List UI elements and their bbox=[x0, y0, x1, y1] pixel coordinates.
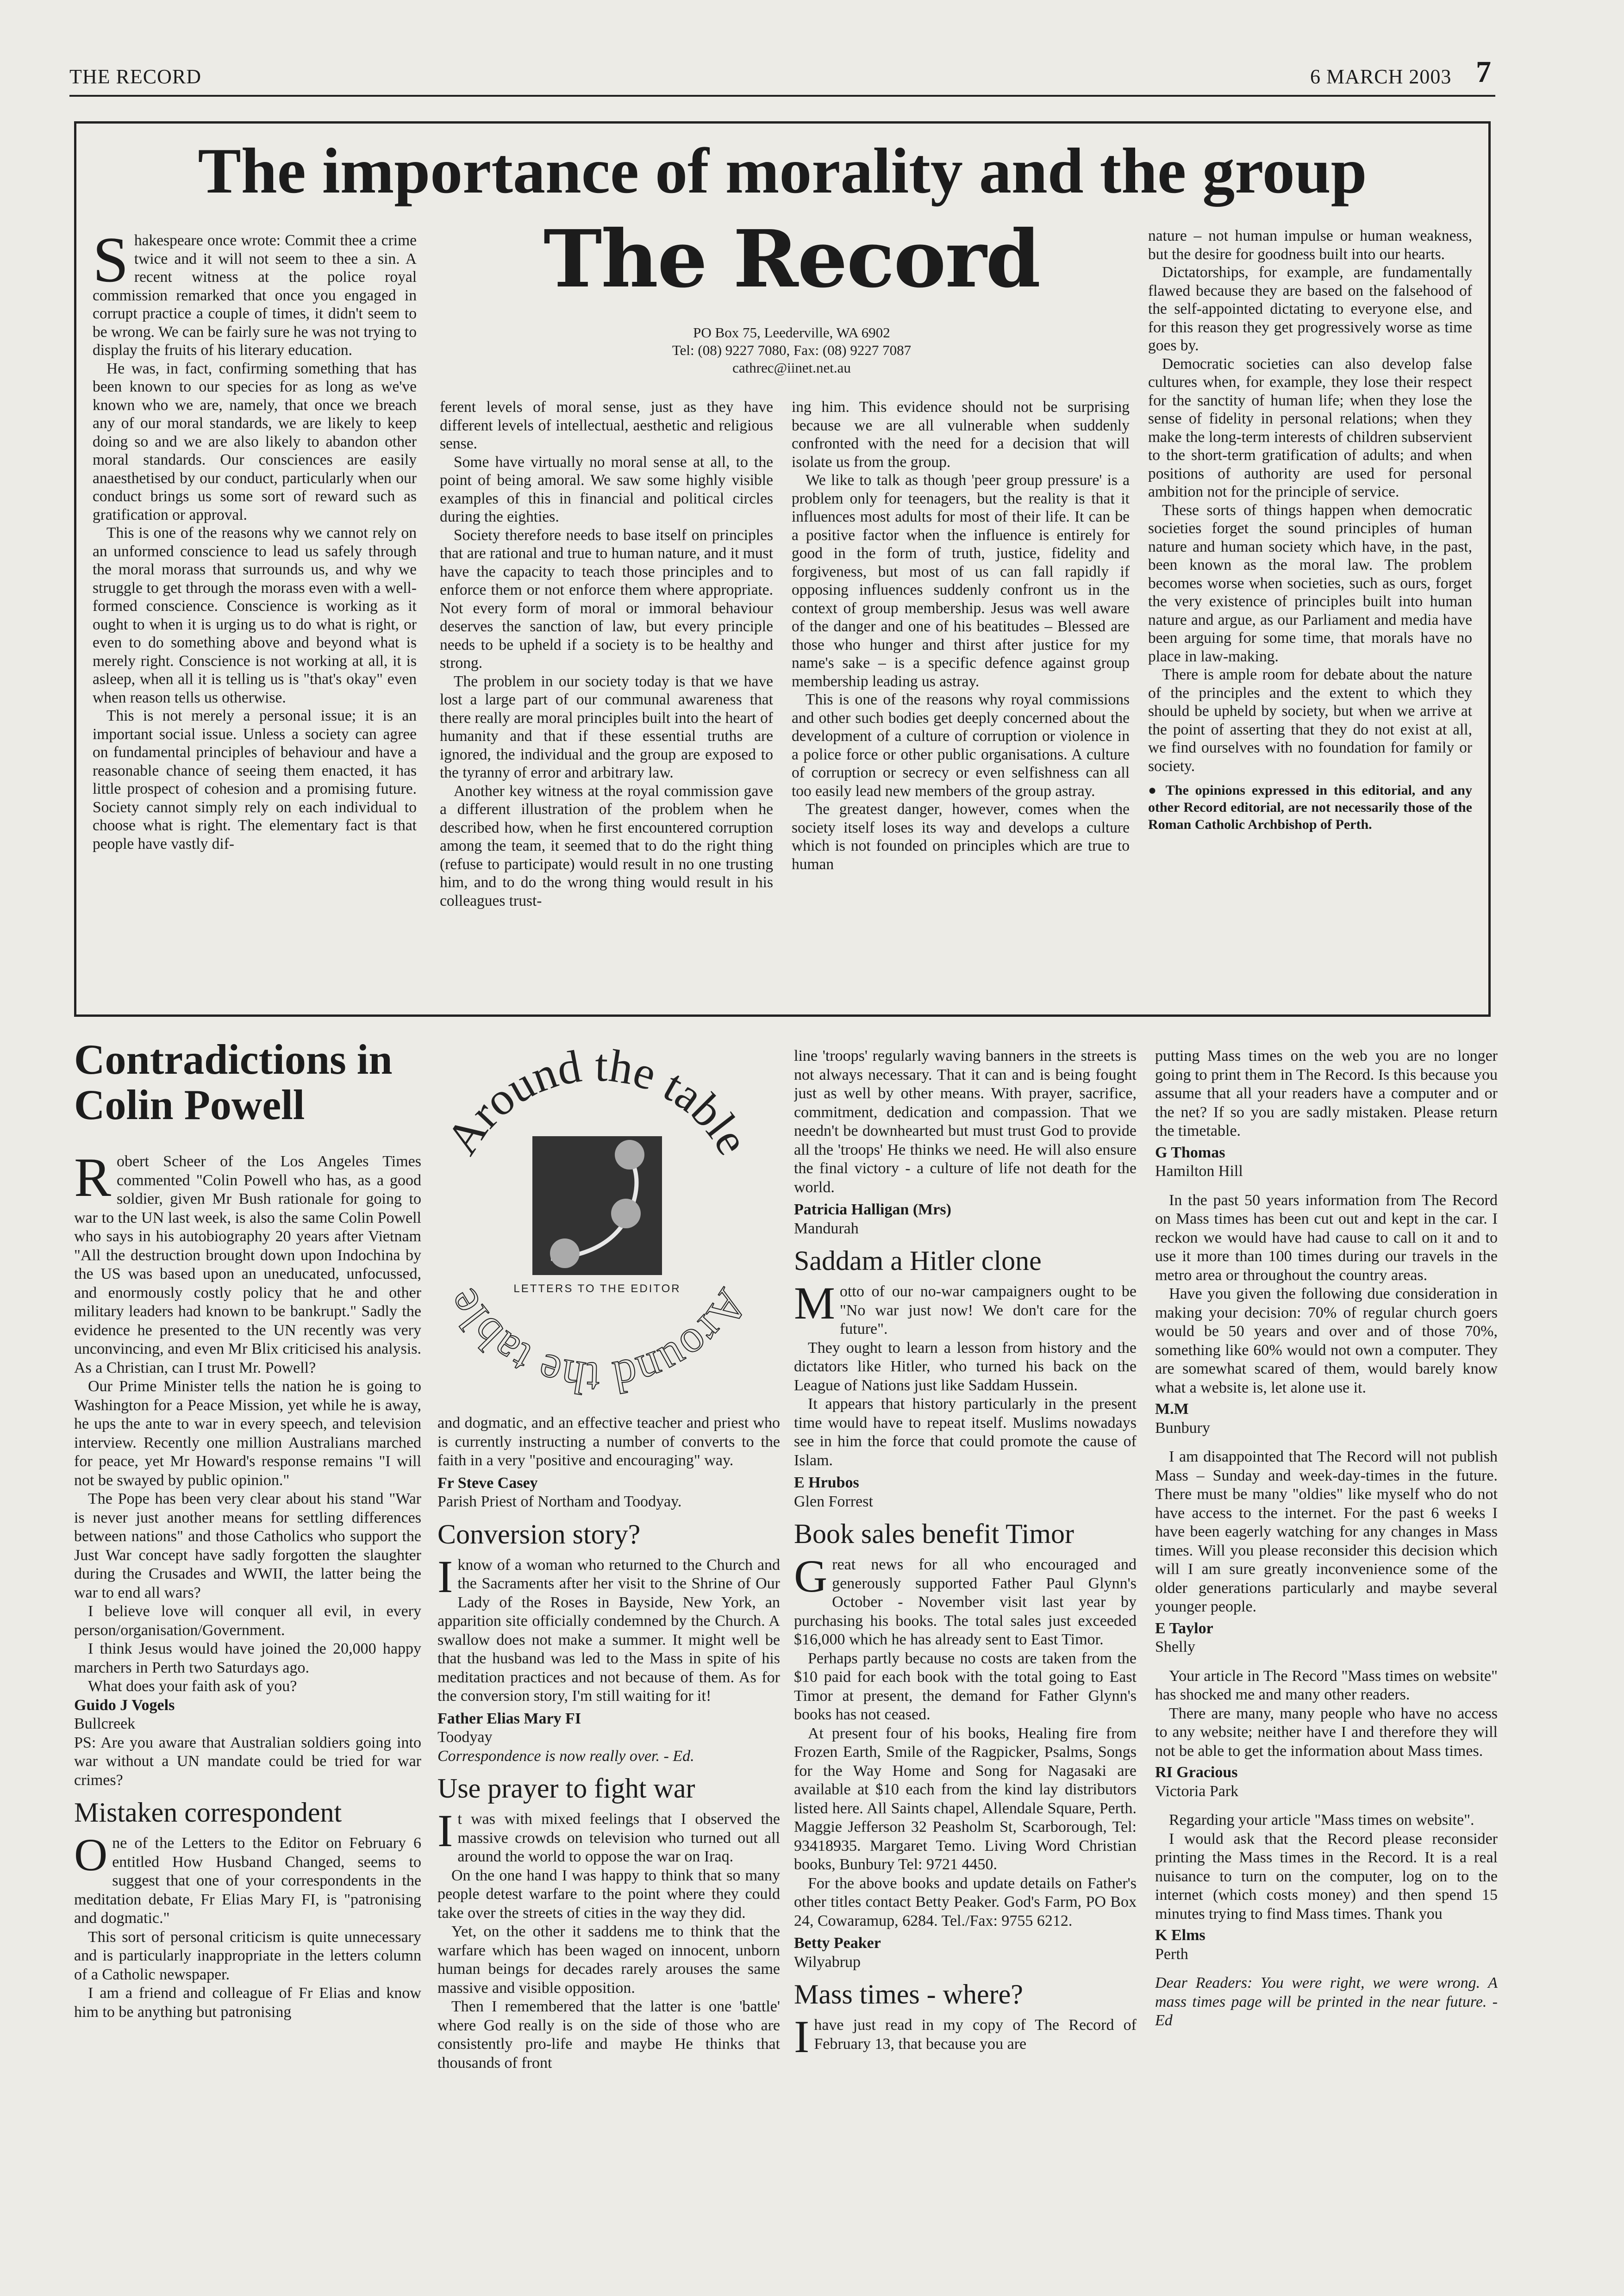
letter-location: Glen Forrest bbox=[794, 1493, 873, 1510]
letter-paragraph: It was with mixed feelings that I observed the massive crowds on television who turned out all around the world to oppose the war on Iraq. bbox=[437, 1805, 780, 1865]
letter-paragraph: I have just read in my copy of The Record of February 13, that because you are bbox=[794, 2011, 1137, 2062]
letter-paragraph: This sort of personal criticism is quite unnecessary and is particularly inappropriate in the letters column of a Catholic newspaper. bbox=[74, 1928, 421, 1983]
letter-paragraph: Have you given the following due consideration in making your decision: 70% of regular church goers would be 50 years and over and of those 70%, something like 60% would not own a computer. They are somewhat scared of them, would barely know what a website is, let alone use it. bbox=[1155, 1285, 1498, 1396]
letters-to-editor-label: LETTERS TO THE EDITOR bbox=[513, 1282, 681, 1295]
letter-signature: G Thomas bbox=[1155, 1144, 1225, 1161]
letter-signature: E Hrubos bbox=[794, 1474, 859, 1491]
letter-headline: Conversion story? bbox=[437, 1518, 641, 1549]
editorial-paragraph: Dictatorships, for example, are fundamentally flawed because they are based on the falsehood of the self-appointed dictating to everyone else, and for this reason they get progressively worse as time goes by. bbox=[1148, 264, 1472, 354]
letter-headline: Mass times - where? bbox=[794, 1979, 1023, 2010]
editorial-column-2 bbox=[440, 398, 773, 1000]
letters-column-2 bbox=[437, 1414, 780, 2201]
letter-paragraph: What does your faith ask of you? bbox=[88, 1678, 297, 1695]
editorial-paragraph: nature – not human impulse or human weakness, but the desire for goodness built into our hearts. bbox=[1148, 227, 1472, 263]
letter-paragraph: I am a friend and colleague of Fr Elias and know him to be anything but patronising bbox=[74, 1985, 421, 2021]
letter-location: Perth bbox=[1155, 1945, 1188, 1963]
letter-paragraph: It appears that history particularly in the present time would have to repeat itself. Muslims nowadays see in him the force that could promote the cause of Islam. bbox=[794, 1395, 1137, 1469]
editorial-paragraph: ferent levels of moral sense, just as they have different levels of intellectual, aesthetic and religious sense. bbox=[440, 398, 773, 452]
editorial-paragraph: This is one of the reasons why royal commissions and other such bodies get deeply concerned about the development of a culture of corruption or violence in a police force or other public organisations. A culture of corruption or secrecy or even selfishness can all too easily lead new members of the group astray. bbox=[792, 691, 1130, 800]
letter-paragraph: They ought to learn a lesson from history and the dictators like Hitler, who turned his back on the League of Nations just like Saddam Hussein. bbox=[794, 1339, 1137, 1394]
letter-signature: Betty Peaker bbox=[794, 1935, 881, 1952]
letters-column-3 bbox=[794, 1047, 1137, 2199]
letter-paragraph: and dogmatic, and an effective teacher and priest who is currently instructing a number of converts to the faith in a very "positive and encouraging" way. bbox=[437, 1414, 780, 1469]
letter-signature: Fr Steve Casey bbox=[437, 1474, 538, 1492]
letter-paragraph: I think Jesus would have joined the 20,000 happy marchers in Perth two Saturdays ago. bbox=[74, 1640, 421, 1676]
letters-column-1-body bbox=[74, 1152, 421, 2198]
letter-signature: M.M bbox=[1155, 1400, 1189, 1418]
editorial-column-3 bbox=[792, 398, 1130, 1000]
letter-location: Wilyabrup bbox=[794, 1953, 861, 1971]
drop-cap: I bbox=[437, 1805, 453, 1856]
letter-headline: Use prayer to fight war bbox=[437, 1773, 695, 1804]
header-rule bbox=[69, 95, 1495, 97]
letter-signature: K Elms bbox=[1155, 1927, 1206, 1944]
letter-paragraph: Your article in The Record "Mass times on website" has shocked me and many other readers. bbox=[1155, 1667, 1498, 1703]
around-the-table-graphic bbox=[412, 1037, 782, 1398]
masthead-logo: The Record bbox=[543, 213, 1040, 305]
editorial-paragraph: There is ample room for debate about the nature of the principles and the extent to which they should be upheld by society, but when we arrive at the point of asserting that they do not exist at all, we find ourselves with no foundation for family or society. bbox=[1148, 666, 1472, 775]
letter-location: Shelly bbox=[1155, 1638, 1195, 1655]
page-number: 7 bbox=[1476, 55, 1492, 89]
address-line: PO Box 75, Leederville, WA 6902 bbox=[693, 324, 890, 341]
drop-cap: O bbox=[74, 1829, 108, 1880]
editorial-paragraph: This is not merely a personal issue; it is an important social issue. Unless a society can agree on fundamental principles of behaviour and have a reasonable chance of seeing them enacted, it has little prospect of cohesion and a promising future. Society cannot simply rely on each individual to choose what is right. The elementary fact is that people have vastly dif- bbox=[93, 707, 417, 852]
letter-paragraph: One of the Letters to the Editor on February 6 entitled How Husband Changed, seems to suggest that one of your correspondents in the meditation debate, Fr Elias Mary FI, is "patronising and dogmatic." bbox=[74, 1829, 421, 1927]
editorial-title: The importance of morality and the group bbox=[198, 135, 1367, 207]
letter-postscript: PS: Are you aware that Australian soldiers going into war without a UN mandate could be tried for war crimes? bbox=[74, 1734, 421, 1789]
letter-signature: Father Elias Mary FI bbox=[437, 1710, 581, 1727]
logo-dot bbox=[550, 1238, 580, 1268]
letter-paragraph: Regarding your article "Mass times on website". bbox=[1169, 1811, 1474, 1829]
editorial-paragraph: We like to talk as though 'peer group pressure' is a problem only for teenagers, but the reality is that it influences most adults for most of their life. It can be a positive factor when the influence is entirely for good in the form of truth, justice, fidelity and forgiveness, but most of us can fall rapidly if opposing influences suddenly confront us in the context of group membership. Jesus was well aware of the danger and one of his beatitudes – Blessed are those who hunger and thirst after justice for my name's sake – is a specific defence against group membership leading us astray. bbox=[792, 472, 1130, 690]
editorial-disclaimer: ● The opinions expressed in this editorial, and any other Record editorial, are not necessarily those of the Roman Catholic Archbishop of Perth. bbox=[1148, 783, 1472, 832]
letter-paragraph: Perhaps partly because no costs are taken from the $10 paid for each book with the total going to East Timor at present, the demand for Father Glynn's books has not ceased. bbox=[794, 1649, 1137, 1723]
letter-paragraph: Motto of our no-war campaigners ought to be "No war just now! We don't care for the future". bbox=[794, 1277, 1137, 1338]
letter-location: Bullcreek bbox=[74, 1715, 136, 1732]
drop-cap: I bbox=[437, 1550, 453, 1602]
logo-dot bbox=[611, 1199, 641, 1228]
letter-paragraph: Our Prime Minister tells the nation he is going to Washington for a Peace Mission, yet while he is away, he ups the ante to war in every speech, and television interview. Recently one million Australians marched for peace, yet Mr Howard's response remains "I will not be swayed by public opinion." bbox=[74, 1378, 421, 1489]
letter-paragraph: Robert Scheer of the Los Angeles Times commented "Colin Powell who has, as a good soldier, given Mr Bush rationale for going to war to the UN last week, is also the same Colin Powell who says in his autobiography 20 years after Vietnam "All the destruction brought down upon Indochina by the US was based upon an uneducated, unfocussed, and enormously costly policy that he and other military leaders had known to be bankrupt." Sadly the evidence he presented to the UN recently was very unconvincing, and even Mr Blix criticised his analysis. As a Christian, can I trust Mr. Powell? bbox=[74, 1152, 421, 1376]
drop-cap: G bbox=[794, 1550, 828, 1602]
logo-dot bbox=[615, 1140, 644, 1170]
letter-paragraph: The Pope has been very clear about his stand "War is never just another means for settling differences between nations" and those Catholics who support the Just War concept have sadly forgotten the slaughter during the Crusades and WWII, the latter being the war to end all wars? bbox=[74, 1490, 421, 1601]
letter-signature: Guido J Vogels bbox=[74, 1696, 175, 1714]
editorial-paragraph: Some have virtually no moral sense at all, to the point of being amoral. We saw some highly visible examples of this in financial and political circles during the eighties. bbox=[440, 453, 773, 525]
letter-headline: Contradictions in Colin Powell bbox=[74, 1036, 393, 1128]
email-link[interactable]: cathrec@iinet.net.au bbox=[732, 360, 851, 376]
letter-location: Victoria Park bbox=[1155, 1782, 1239, 1800]
address-line: Tel: (08) 9227 7080, Fax: (08) 9227 7087 bbox=[672, 342, 912, 358]
editorial-paragraph: The greatest danger, however, comes when the society itself loses its way and develops a culture which is not founded on principles which are true to human bbox=[792, 801, 1130, 873]
editorial-column-1 bbox=[93, 231, 417, 1000]
letter-paragraph: I know of a woman who returned to the Church and the Sacraments after her visit to the Shrine of Our Lady of the Roses in Bayside, New York, an apparition site officially condemned by the Church. A swallow does not make a summer. It might well be that the husband was led to the Mass in spite of his meditation practices and not because of them. As for the conversion story, I'm still waiting for it! bbox=[437, 1550, 780, 1705]
letter-location: Bunbury bbox=[1155, 1419, 1210, 1437]
drop-cap: S bbox=[93, 231, 129, 296]
running-header-paper: THE RECORD bbox=[69, 65, 201, 88]
editorial-paragraph: These sorts of things happen when democratic societies forget the sound principles of human nature and human society which have, in the past, been known as the moral law. The problem becomes worse when societies, such as ours, forget the very existence of principles built into human nature and argue, as our Parliament and media have been arguing for some time, that morals have no place in law-making. bbox=[1148, 501, 1472, 665]
letter-paragraph: On the one hand I was happy to think that so many people detest warfare to the point where they could take over the streets of cities in the way they did. bbox=[437, 1867, 780, 1922]
editorial-paragraph: This is one of the reasons why we cannot rely on an unformed conscience to lead us safely through the moral morass that surrounds us, and why we struggle to get through the morass even with a well-formed conscience. Conscience is working as it ought to when it is urging us to do what is right, or even to do something above and beyond what is merely right. Conscience is not working at all, it is asleep, when all it is telling us is "that's okay" even when reason tells us otherwise. bbox=[93, 524, 417, 706]
drop-cap: R bbox=[74, 1152, 112, 1208]
letter-paragraph: Yet, on the other it saddens me to think that the warfare which has been waged on innocent, unborn human beings for decades rarely arouses the same massive and visible opposition. bbox=[437, 1923, 780, 1997]
letter-location: Hamilton Hill bbox=[1155, 1163, 1243, 1180]
letter-paragraph: I would ask that the Record please reconsider printing the Mass times in the Record. It is a real nuisance to turn on the computer, log on to the internet (which costs money) and then spend 15 minutes trying to find Mass times. Thank you bbox=[1155, 1830, 1498, 1923]
letter-location: Parish Priest of Northam and Toodyay. bbox=[437, 1493, 682, 1510]
letters-column-1 bbox=[74, 1037, 426, 1127]
editorial-paragraph: Democratic societies can also develop false cultures when, for example, they lose their respect for the sanctity of human life; when they lose the sense of fidelity in personal relations; when they make the long-term interests of children subservient to the short-term gratification of adults; and when positions of authority are used for personal ambition not for the principle of service. bbox=[1148, 355, 1472, 500]
editorial-paragraph: Another key witness at the royal commission gave a different illustration of the problem when he described how, when he first encountered corruption among the team, it seemed that to do the right thing (refuse to participate) would result in no one trusting him, and to do the wrong thing would result in his colleagues trust- bbox=[440, 782, 773, 909]
editorial-paragraph: ing him. This evidence should not be surprising because we are all vulnerable when suddenly confronted with the need for a decision that will isolate us from the group. bbox=[792, 398, 1130, 471]
letter-paragraph: I believe love will conquer all evil, in every person/organisation/Government. bbox=[74, 1603, 421, 1639]
letter-location: Toodyay bbox=[437, 1729, 493, 1746]
letter-paragraph: At present four of his books, Healing fire from Frozen Earth, Smile of the Ragpicker, Psalms, Songs for the Way Home and Song for Nagasaki are available at $10 each from the kind lay distributors listed here. All Saints chapel, Allendale Square, Perth. Maggie Jefferson 32 Peasholm St, Scarborough, Tel: 93418935. Margaret Temo. Living Word Christian books, Bunbury Tel: 9721 4450. bbox=[794, 1724, 1137, 1873]
letter-headline: Mistaken correspondent bbox=[74, 1797, 342, 1828]
letter-headline: Book sales benefit Timor bbox=[794, 1518, 1074, 1549]
editor-note: Correspondence is now really over. - Ed. bbox=[437, 1747, 694, 1765]
letter-headline: Saddam a Hitler clone bbox=[794, 1245, 1042, 1276]
letter-paragraph: For the above books and update details on Father's other titles contact Betty Peaker. God's Farm, PO Box 24, Cowaramup, 6284. Tel./Fax: 9755 6212. bbox=[794, 1874, 1137, 1929]
letter-signature: Patricia Halligan (Mrs) bbox=[794, 1201, 951, 1218]
letter-paragraph: putting Mass times on the web you are no longer going to print them in The Record. Is this because you assume that all your readers have a computer and or the net? If so you are sadly mistaken. Please return the timetable. bbox=[1155, 1047, 1498, 1139]
drop-cap: I bbox=[794, 2011, 810, 2062]
letters-column-4 bbox=[1155, 1047, 1498, 2199]
editorial-paragraph: He was, in fact, confirming something that has been known to our species for as long as we've known who we are, namely, that once we breach any of our moral standards, we are likely to keep doing so and we are also likely to abandon other moral standards. Our consciences are easily anaesthetised by our conduct, particularly when our conduct brings us some sort of reward such as gratification or approval. bbox=[93, 360, 417, 523]
letter-signature: E Taylor bbox=[1155, 1619, 1213, 1637]
letter-paragraph: Great news for all who encouraged and generously supported Father Paul Glynn's October - November visit last year by purchasing his books. The total sales just exceeded $16,000 which he has already sent to East Timor. bbox=[794, 1550, 1137, 1648]
letter-paragraph: line 'troops' regularly waving banners in the streets is not always necessary. That it can and is being fought just as well by other means. With prayer, sacrifice, commitment, dedication and compassion. That we needn't be downhearted but must trust God to provide all the 'troops' He thinks we need. He will also ensure the final victory - a culture of life not death for the world. bbox=[794, 1047, 1137, 1196]
editorial-paragraph: Society therefore needs to base itself on principles that are rational and true to human nature, and it must have the capacity to teach those principles and to enforce them or not enforce them where appropriate. Not every form of moral or immoral behaviour deserves the sanction of law, but every principle needs to be upheld if a society is to be healthy and strong. bbox=[440, 526, 773, 672]
masthead-address bbox=[491, 324, 1093, 377]
letter-location: Mandurah bbox=[794, 1220, 859, 1237]
editorial-column-4 bbox=[1148, 227, 1472, 1009]
editor-note: Dear Readers: You were right, we were wrong. A mass times page will be printed in the near future. - Ed bbox=[1155, 1974, 1498, 2029]
drop-cap: M bbox=[794, 1277, 835, 1329]
letter-paragraph: In the past 50 years information from The Record on Mass times has been cut out and kept in the car. I reckon we would have had cause to call on it and to use it more than 100 times during our travels in the metro area or throughout the country areas. bbox=[1155, 1191, 1498, 1284]
letter-paragraph: There are many, many people who have no access to any website; neither have I and therefore they will not be able to get the information about Mass times. bbox=[1155, 1705, 1498, 1760]
ring-text-bottom: Around the table bbox=[435, 1280, 759, 1398]
editorial-paragraph: The problem in our society today is that we have lost a large part of our communal awareness that there really are moral principles built into the heart of humanity and that if these essential truths are ignored, the individual and the group are exposed to the tyranny of error and arbitrary law. bbox=[440, 672, 773, 781]
letter-signature: RI Gracious bbox=[1155, 1764, 1238, 1781]
editorial-paragraph: Shakespeare once wrote: Commit thee a crime twice and it will not seem to thee a sin. A recent witness at the police royal commission remarked that once you engaged in corrupt practice a couple of times, it didn't seem to be wrong. We can be fairly sure he was not trying to display the fruits of his literary education. bbox=[93, 231, 417, 359]
letter-paragraph: Then I remembered that the latter is one 'battle' where God really is on the side of those who are consistently pro-life and maybe He thinks that thousands of front bbox=[437, 1998, 780, 2072]
running-header-date: 6 MARCH 2003 bbox=[1310, 65, 1452, 88]
ring-text-top: Around the table bbox=[436, 1039, 759, 1164]
letter-paragraph: I am disappointed that The Record will not publish Mass – Sunday and week-day-times in the future. There must be many "oldies" like myself who do not have access to the internet. For the past 6 weeks I have been eagerly watching for any changes in Mass times. Will you please reconsider this decision which will I am sure greatly inconvenience some of the older generations particularly and maybe several younger people. bbox=[1155, 1448, 1498, 1615]
